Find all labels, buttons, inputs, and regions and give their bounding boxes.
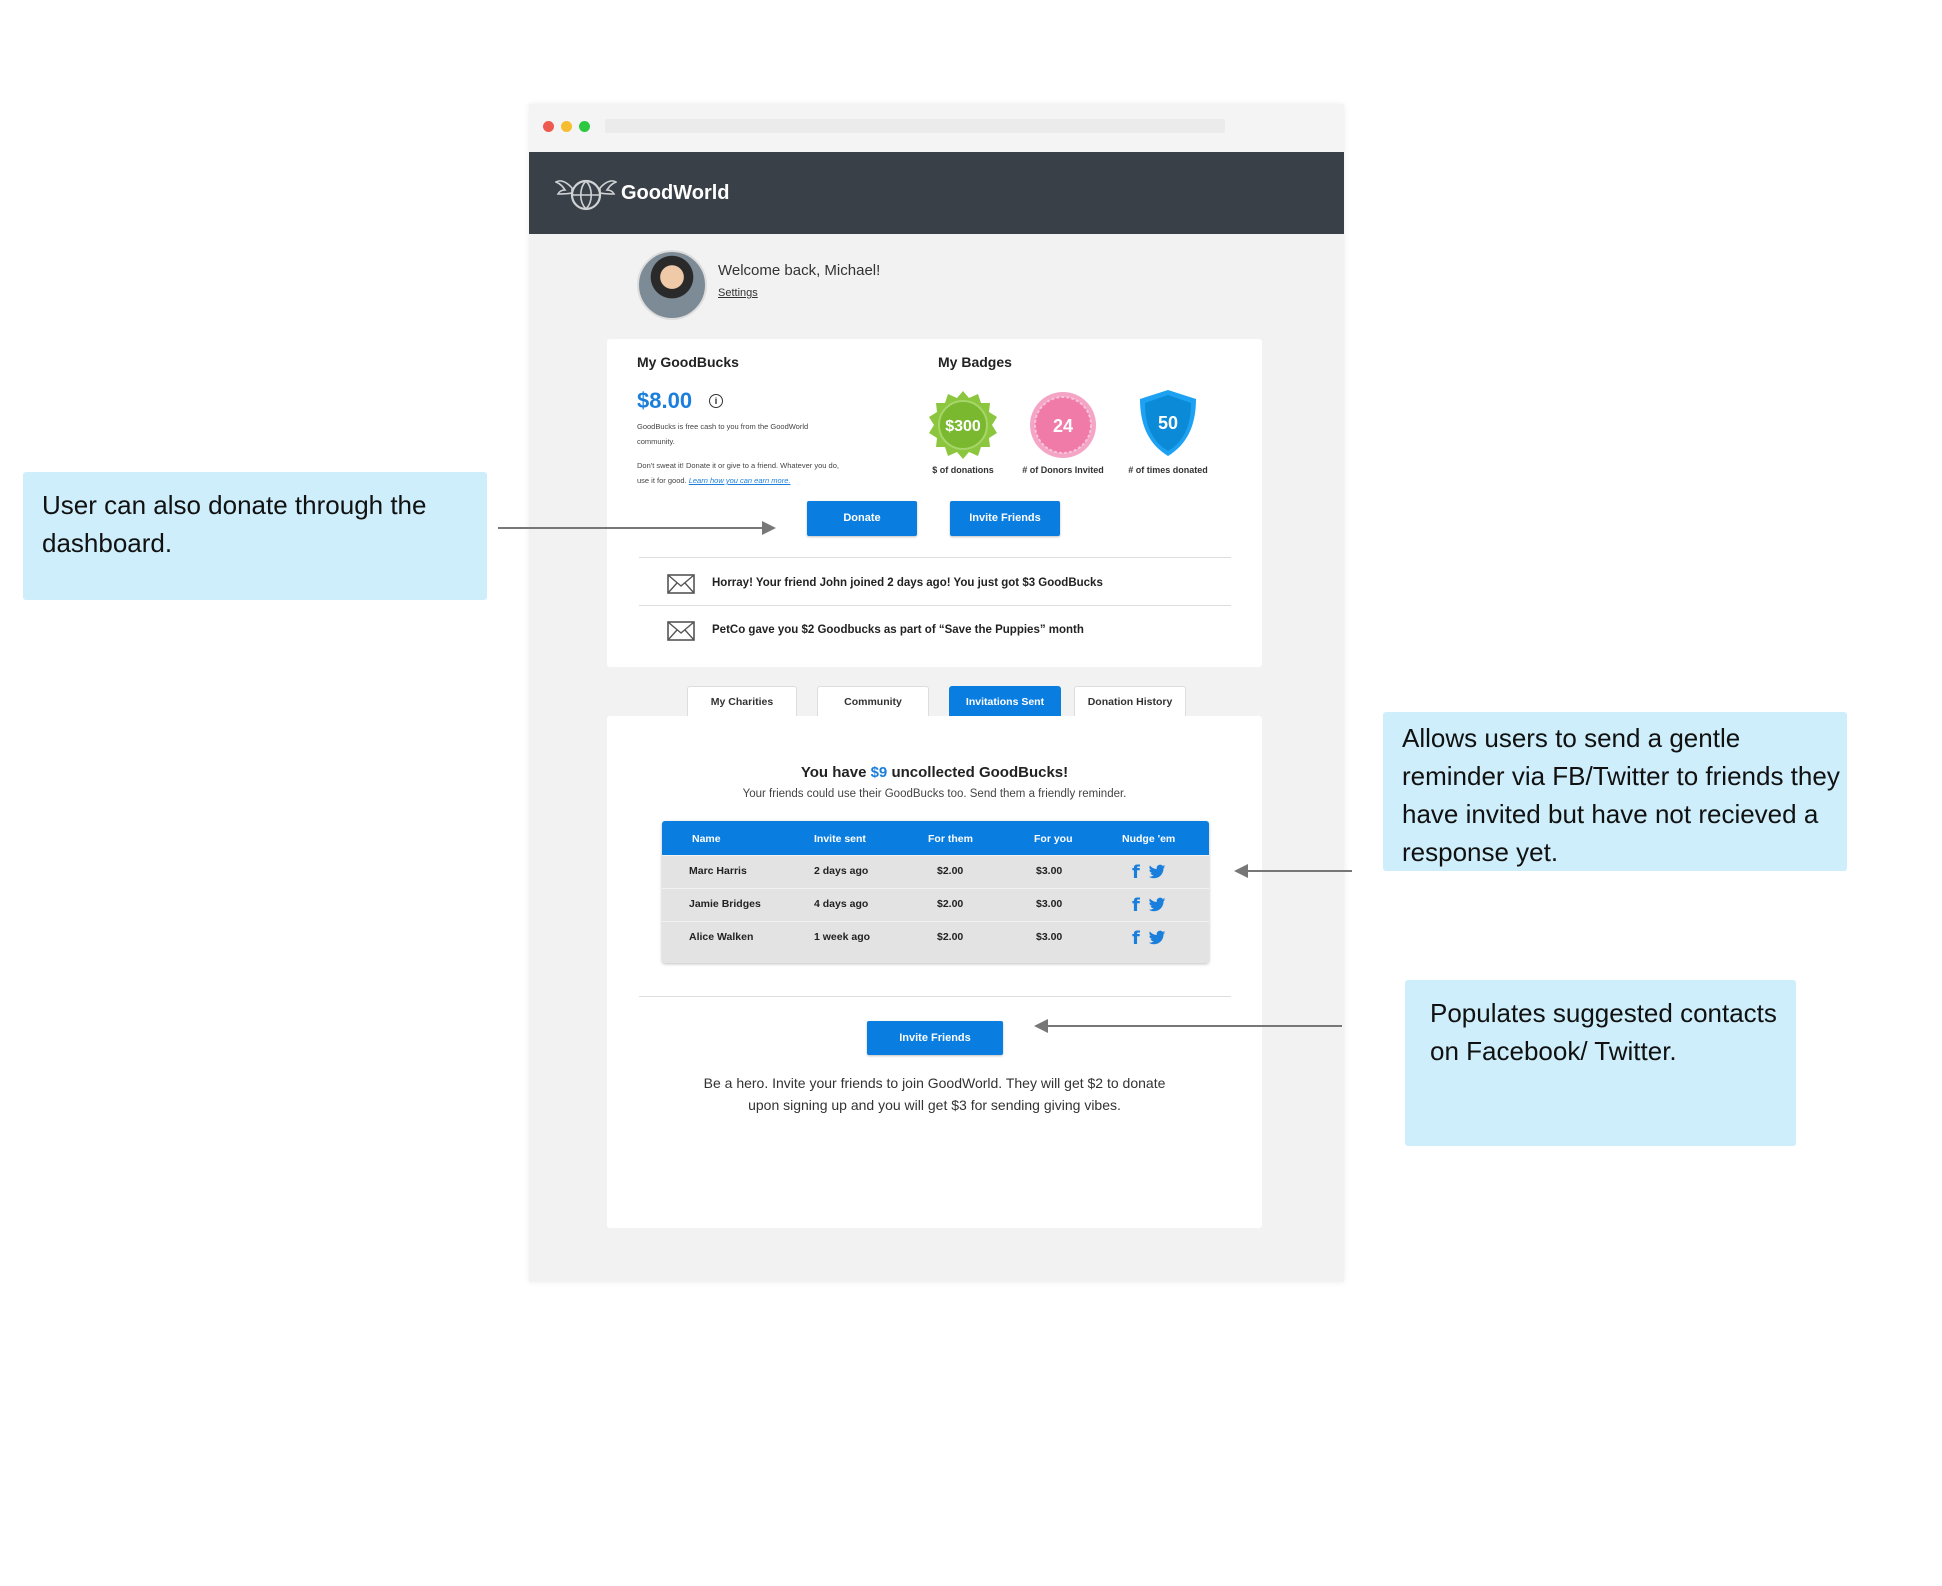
for-them-amount: $2.00 [937,931,964,943]
invitee-name: Marc Harris [689,865,747,877]
invite-sent: 4 days ago [814,898,869,910]
for-them-amount: $2.00 [937,865,964,877]
divider [639,557,1231,558]
goodbucks-tip-line1: Don't sweat it! Donate it or give to a friend. Whatever you do, [637,461,839,470]
invite-hero-text [647,1072,1222,1116]
column-header-for-you: For you [1034,833,1073,845]
invite-friends-suggest-button[interactable]: Invite Friends [867,1021,1003,1055]
maximize-window-dot[interactable] [579,121,590,132]
twitter-nudge-icon[interactable] [1148,864,1166,880]
globe-wings-icon [555,172,617,216]
table-header [662,821,1209,855]
for-you-amount: $3.00 [1036,898,1063,910]
times-donated-badge-label: # of times donated [1128,465,1208,475]
facebook-nudge-icon[interactable]: f [1132,928,1140,949]
app-header [529,152,1344,234]
invitee-name: Jamie Bridges [689,898,761,910]
donations-badge-label: $ of donations [932,465,994,475]
donations-badge-icon [927,389,999,461]
reminder-subline: Your friends could use their GoodBucks too. Send them a friendly reminder. [742,788,1127,800]
times-donated-shield-icon [1132,387,1204,459]
user-avatar[interactable] [637,250,707,320]
donate-annotation-arrow [498,527,774,529]
tab-donation-history[interactable]: Donation History [1074,686,1186,717]
headline-prefix: You have [800,764,871,781]
invitee-name: Alice Walken [689,931,754,943]
goodbucks-amount: $8.00 [637,388,693,413]
donors-invited-badge-icon [1027,389,1099,461]
for-you-amount: $3.00 [1036,931,1063,943]
headline-suffix: uncollected GoodBucks! [887,764,1069,781]
donate-annotation: User can also donate through the dashboard. [23,472,487,600]
address-bar[interactable] [605,119,1225,133]
info-icon[interactable]: i [709,394,723,408]
browser-chrome [529,104,1344,152]
twitter-nudge-icon[interactable] [1148,930,1166,946]
welcome-message: Welcome back, Michael! [718,262,881,279]
table-row [662,888,1209,922]
column-header-name: Name [692,833,721,845]
envelope-icon [667,574,695,594]
hero-line1: Be a hero. Invite your friends to join GoodWorld. They will get $2 to donate [703,1075,1166,1091]
facebook-nudge-icon[interactable]: f [1132,862,1140,883]
badges-title: My Badges [938,354,1012,370]
browser-window [529,104,1344,1282]
donate-button[interactable]: Donate [807,501,917,536]
uncollected-headline [607,764,1262,781]
goodbucks-description [637,419,808,449]
goodbucks-title: My GoodBucks [637,354,739,370]
invite-annotation: Populates suggested contacts on Facebook/ Twitter. [1405,980,1796,1146]
summary-card [607,339,1262,667]
tab-my-charities[interactable]: My Charities [687,686,797,717]
goodbucks-desc-line2: community. [637,437,675,446]
settings-link[interactable]: Settings [718,287,758,299]
column-header-invite-sent: Invite sent [814,833,866,845]
invitations-panel [607,716,1262,1228]
nudge-annotation-arrow [1236,870,1352,872]
donors-invited-badge-label: # of Donors Invited [1022,465,1104,475]
notification-text: Horray! Your friend John joined 2 days ago! You just got $3 GoodBucks [712,577,1103,589]
invite-sent: 1 week ago [814,931,871,943]
table-row [662,921,1209,955]
minimize-window-dot[interactable] [561,121,572,132]
invite-annotation-arrow [1036,1025,1342,1027]
for-you-amount: $3.00 [1036,865,1063,877]
goodbucks-tip [637,458,839,488]
facebook-nudge-icon[interactable]: f [1132,895,1140,916]
for-them-amount: $2.00 [937,898,964,910]
uncollected-amount: $9 [870,764,888,781]
donors-invited-badge-value: 24 [1052,416,1074,436]
times-donated-badge-value: 50 [1157,413,1179,433]
app-logo-text[interactable]: GoodWorld [621,182,730,204]
tab-invitations-sent[interactable]: Invitations Sent [949,686,1061,717]
notification-text: PetCo gave you $2 Goodbucks as part of “Save the Puppies” month [712,624,1084,636]
goodbucks-desc-line1: GoodBucks is free cash to you from the GoodWorld [637,422,809,431]
divider [639,605,1231,606]
envelope-icon [667,621,695,641]
donations-badge-value: $300 [945,418,981,435]
invite-friends-button[interactable]: Invite Friends [950,501,1060,536]
column-header-for-them: For them [928,833,973,845]
close-window-dot[interactable] [543,121,554,132]
learn-more-link[interactable]: Learn how you can earn more. [688,476,791,485]
hero-line2: upon signing up and you will get $3 for sending giving vibes. [748,1097,1121,1113]
tab-community[interactable]: Community [817,686,929,717]
invite-sent: 2 days ago [814,865,869,877]
divider [639,996,1231,997]
nudge-annotation: Allows users to send a gentle reminder via FB/Twitter to friends they have invited but have not recieved a response yet. [1383,712,1847,871]
twitter-nudge-icon[interactable] [1148,897,1166,913]
invitations-table [662,821,1209,963]
table-row [662,855,1209,889]
column-header-nudge: Nudge 'em [1122,833,1176,845]
goodbucks-tip-line2: use it for good. [637,476,687,485]
